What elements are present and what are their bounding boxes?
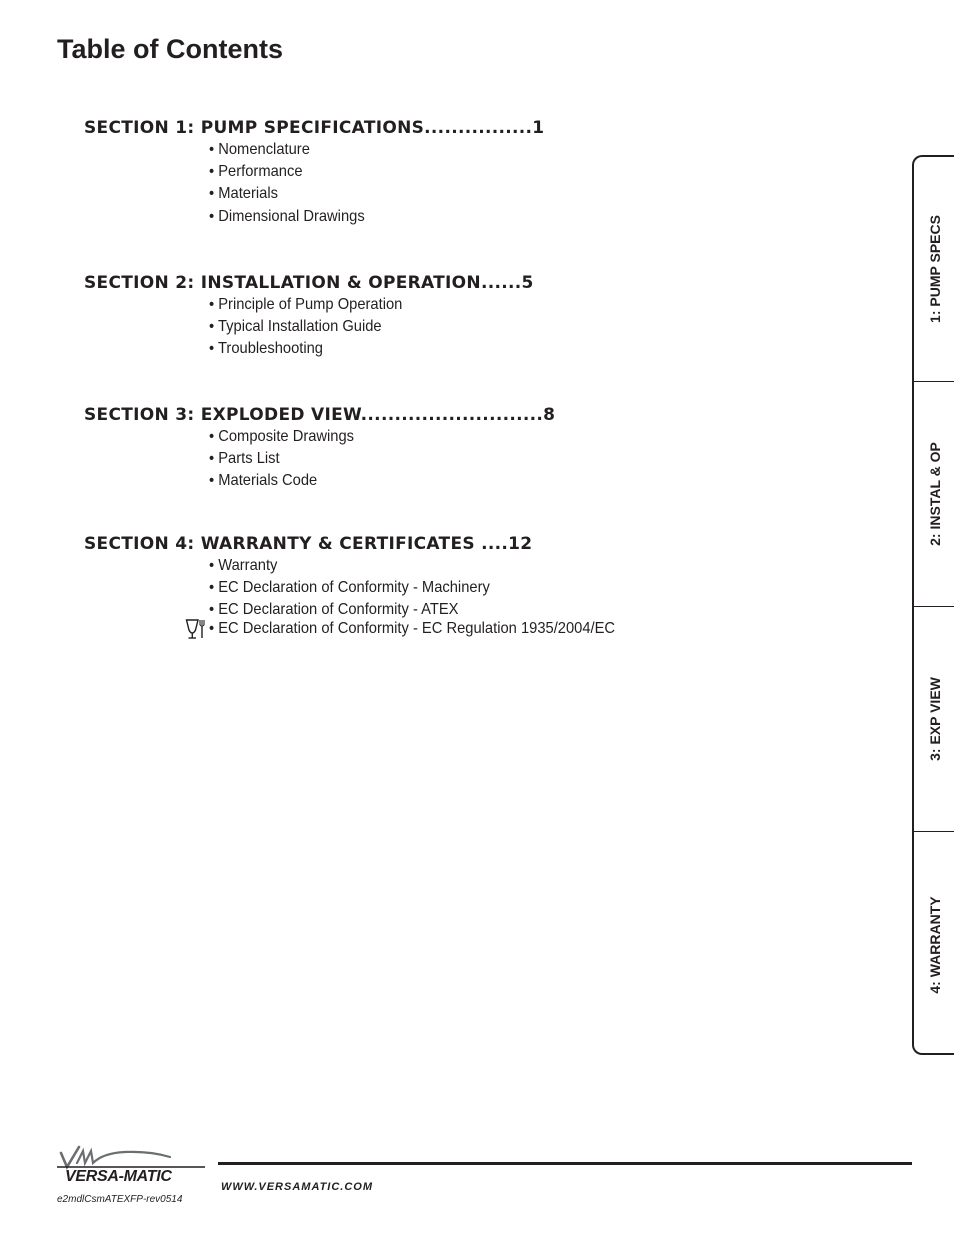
tab-pump-specs[interactable] <box>914 157 954 382</box>
section-3-heading[interactable]: SECTION 3: EXPLODED VIEW...........................8 <box>84 405 556 425</box>
tab-instal-op[interactable] <box>914 382 954 607</box>
section-4-heading[interactable]: SECTION 4: WARRANTY & CERTIFICATES ....12 <box>84 534 533 554</box>
section-1-item: • Nomenclature <box>209 141 310 158</box>
document-code: e2mdlCsmATEXFP-rev0514 <box>57 1194 183 1205</box>
tab-warranty[interactable] <box>914 832 954 1057</box>
glass-fork-icon <box>185 618 207 640</box>
section-4-item: • EC Declaration of Conformity - EC Regulation 1935/2004/EC <box>209 620 616 637</box>
section-2-item: • Principle of Pump Operation <box>209 296 403 313</box>
section-1-item: • Dimensional Drawings <box>209 208 365 225</box>
section-1-heading[interactable]: SECTION 1: PUMP SPECIFICATIONS................1 <box>84 118 545 138</box>
section-4-item: • EC Declaration of Conformity - Machinery <box>209 579 490 596</box>
tab-label: 1: PUMP SPECS <box>927 215 943 323</box>
logo-wordmark: VERSA-MATIC <box>65 1168 172 1185</box>
website-link[interactable]: WWW.VERSAMATIC.COM <box>221 1181 374 1193</box>
section-tabs <box>912 155 954 1055</box>
section-2-item: • Troubleshooting <box>209 340 323 357</box>
section-1-item: • Materials <box>209 185 278 202</box>
footer-divider <box>218 1162 912 1165</box>
tab-label: 4: WARRANTY <box>927 895 943 994</box>
tab-label: 2: INSTAL & OP <box>927 442 943 546</box>
section-3-item: • Parts List <box>209 450 280 467</box>
section-3-item: • Composite Drawings <box>209 428 355 445</box>
tab-exp-view[interactable] <box>914 607 954 832</box>
page-title: Table of Contents <box>57 34 283 64</box>
section-1-item: • Performance <box>209 163 303 180</box>
tab-label: 3: EXP VIEW <box>927 677 943 761</box>
section-4-item: • Warranty <box>209 557 278 574</box>
section-3-item: • Materials Code <box>209 472 318 489</box>
section-2-item: • Typical Installation Guide <box>209 318 382 335</box>
section-4-item: • EC Declaration of Conformity - ATEX <box>209 601 459 618</box>
section-2-heading[interactable]: SECTION 2: INSTALLATION & OPERATION......5 <box>84 273 534 293</box>
